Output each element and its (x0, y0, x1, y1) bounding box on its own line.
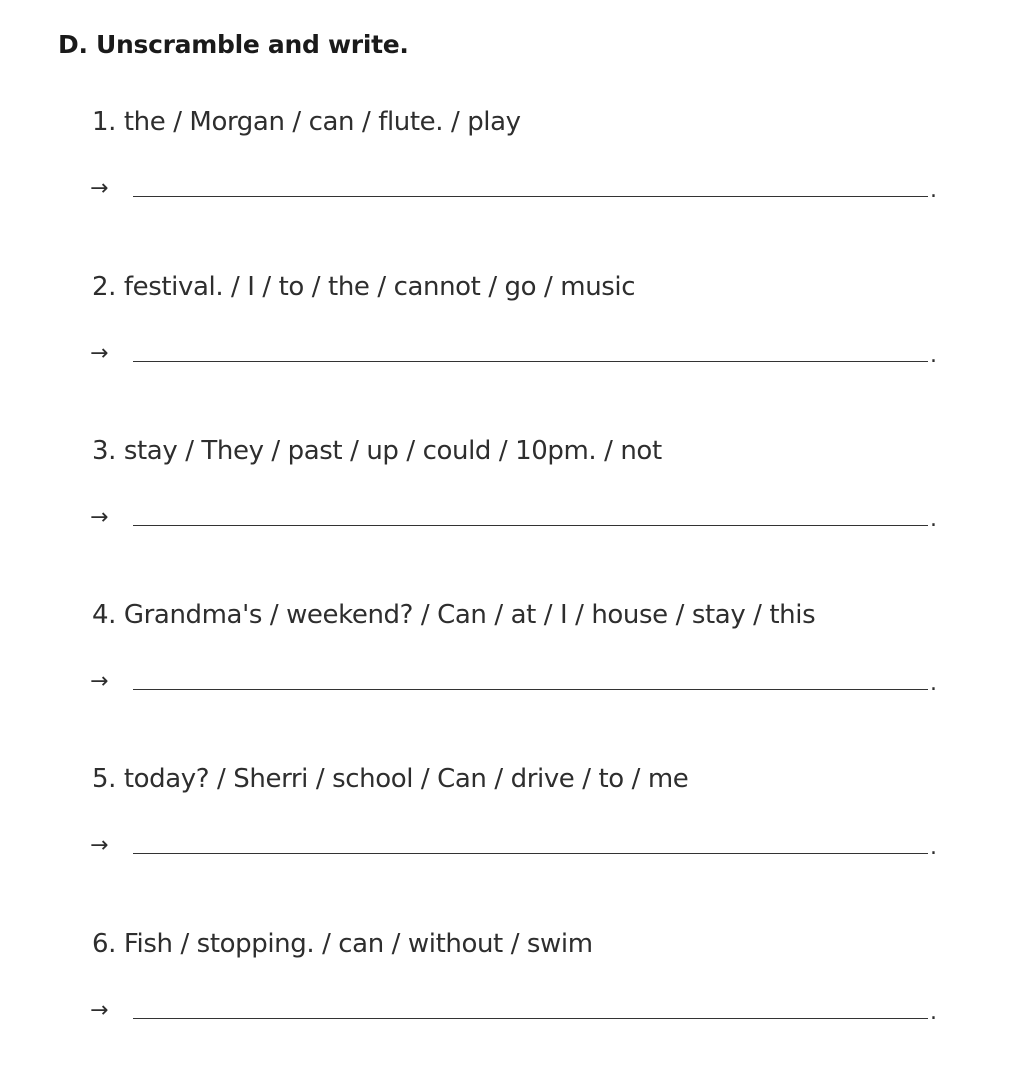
exercise-item-2 (0, 269, 1024, 419)
arrow-icon: → (90, 505, 109, 530)
arrow-icon: → (90, 833, 109, 858)
arrow-icon: → (90, 176, 109, 201)
line-end-period: . (930, 671, 937, 696)
exercise-item-5 (0, 761, 1024, 911)
answer-blank[interactable] (133, 525, 928, 526)
arrow-icon: → (90, 998, 109, 1023)
answer-blank[interactable] (133, 196, 928, 197)
line-end-period: . (930, 1000, 937, 1025)
answer-blank[interactable] (133, 361, 928, 362)
section-heading: D. Unscramble and write. (58, 30, 409, 59)
scrambled-prompt: 6. Fish / stopping. / can / without / swim (92, 929, 593, 959)
scrambled-prompt: 4. Grandma's / weekend? / Can / at / I / house / stay / this (92, 600, 816, 630)
line-end-period: . (930, 835, 937, 860)
arrow-icon: → (90, 669, 109, 694)
scrambled-prompt: 3. stay / They / past / up / could / 10pm. / not (92, 436, 662, 466)
scrambled-prompt: 2. festival. / I / to / the / cannot / go / music (92, 272, 636, 302)
exercise-item-6 (0, 926, 1024, 1076)
line-end-period: . (930, 507, 937, 532)
line-end-period: . (930, 343, 937, 368)
arrow-icon: → (90, 341, 109, 366)
answer-blank[interactable] (133, 1018, 928, 1019)
scrambled-prompt: 5. today? / Sherri / school / Can / drive / to / me (92, 764, 689, 794)
answer-blank[interactable] (133, 689, 928, 690)
scrambled-prompt: 1. the / Morgan / can / flute. / play (92, 107, 521, 137)
line-end-period: . (930, 178, 937, 203)
exercise-item-3 (0, 433, 1024, 583)
exercise-item-1 (0, 104, 1024, 254)
answer-blank[interactable] (133, 853, 928, 854)
exercise-item-4 (0, 597, 1024, 747)
